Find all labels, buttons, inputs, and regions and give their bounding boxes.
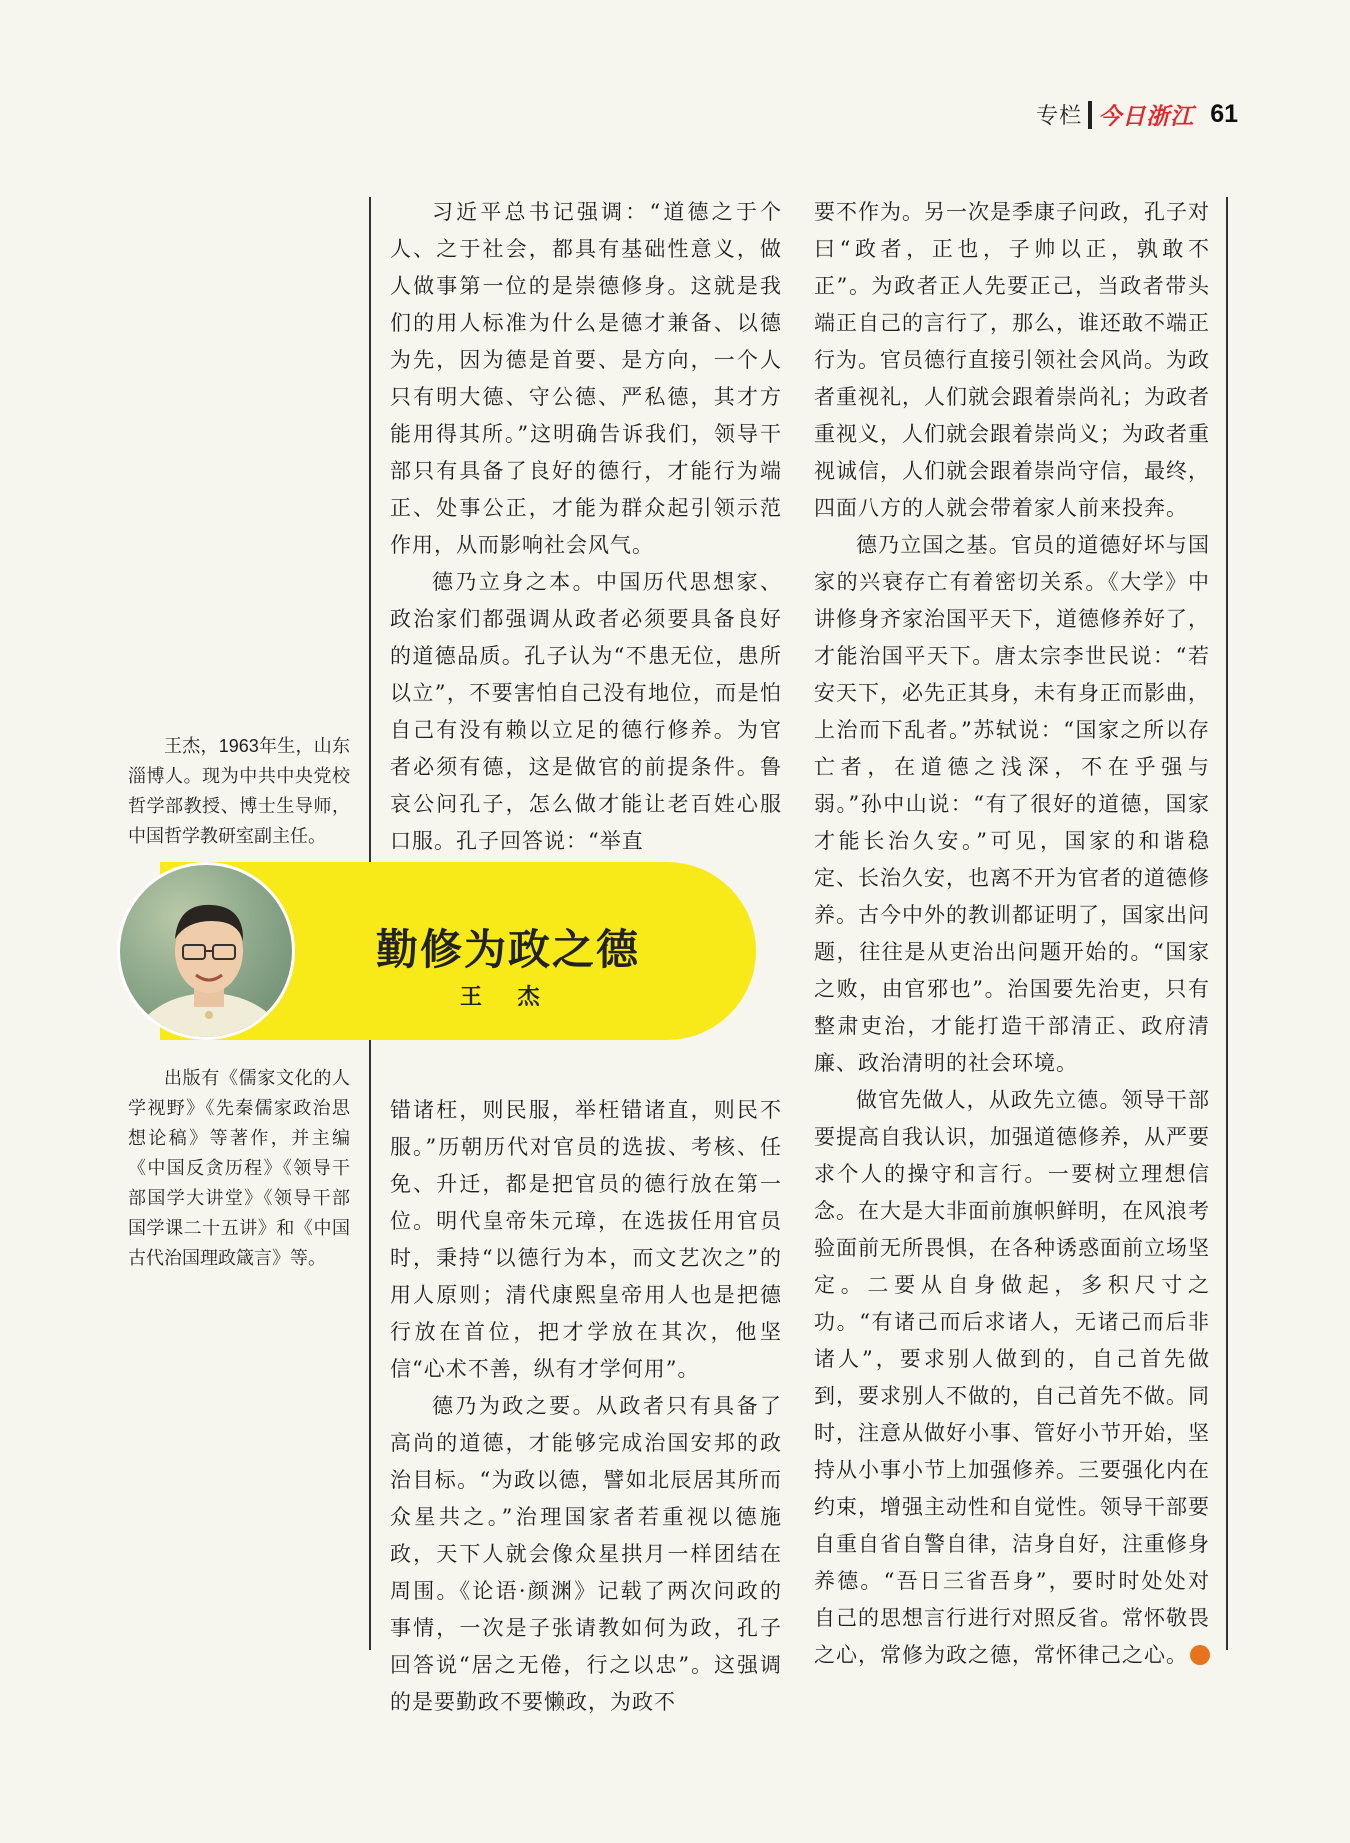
body-paragraph-last — [814, 1082, 1210, 1674]
column-rule-left-top — [369, 197, 371, 862]
end-mark-icon — [1190, 1645, 1210, 1665]
author-portrait-icon — [120, 865, 295, 1040]
section-label: 专栏 — [1036, 104, 1083, 129]
body-column-left-bottom — [390, 1092, 782, 1721]
article-author: 王 杰 — [460, 985, 554, 1010]
header-divider — [1088, 101, 1092, 129]
column-rule-right — [1226, 197, 1228, 1650]
author-bio-bottom — [128, 1063, 350, 1273]
body-paragraph: 德乃立身之本。中国历代思想家、政治家们都强调从政者必须要具备良好的道德品质。孔子认为“不患无位，患所以立”，不要害怕自己没有地位，而是怕自己有没有赖以立足的德行修养。为官者必须有德，这是做官的前提条件。鲁哀公问孔子，怎么做才能让老百姓心服口服。孔子回答说：“举直 — [390, 570, 782, 853]
body-paragraph: 习近平总书记强调：“道德之于个人、之于社会，都具有基础性意义，做人做事第一位的是崇德修身。这就是我们的用人标准为什么是德才兼备、以德为先，因为德是首要、是方向，一个人只有明大德、守公德、严私德，其才方能用得其所。”这明确告诉我们，领导干部只有具备了良好的德行，才能行为端正、处事公正，才能为群众起引领示范作用，从而影响社会风气。 — [390, 200, 782, 557]
body-column-left-top — [390, 194, 782, 860]
body-paragraph: 德乃为政之要。从政者只有具备了高尚的道德，才能够完成治国安邦的政治目标。“为政以德，譬如北辰居其所而众星共之。”治理国家者若重视以德施政，天下人就会像众星拱月一样团结在周围。《论语·颜渊》记载了两次问政的事情，一次是子张请教如何为政，孔子回答说“居之无倦，行之以忠”。这强调的是要勤政不要懒政，为政不 — [390, 1394, 782, 1714]
page-number: 61 — [1210, 100, 1238, 128]
author-photo — [117, 862, 295, 1040]
magazine-logo: 今日浙江 — [1098, 104, 1195, 130]
column-rule-left-bottom — [369, 1040, 371, 1650]
bio-paragraph: 王杰，1963年生，山东淄博人。现为中共中央党校哲学部教授、博士生导师，中国哲学教研室副主任。 — [128, 736, 350, 846]
body-column-right — [814, 194, 1210, 1674]
bio-paragraph: 出版有《儒家文化的人学视野》《先秦儒家政治思想论稿》等著作，并主编《中国反贪历程》《领导干部国学大讲堂》《领导干部国学课二十五讲》和《中国古代治国理政箴言》等。 — [128, 1068, 350, 1268]
page-header — [1036, 98, 1238, 131]
body-paragraph: 德乃立国之基。官员的道德好坏与国家的兴衰存亡有着密切关系。《大学》中讲修身齐家治国平天下，道德修养好了，才能治国平天下。唐太宗李世民说：“若安天下，必先正其身，未有身正而影曲，上治而下乱者。”苏轼说：“国家之所以存亡者，在道德之浅深，不在乎强与弱。”孙中山说：“有了很好的道德，国家才能长治久安。”可见，国家的和谐稳定、长治久安，也离不开为官者的道德修养。古今中外的教训都证明了，国家出问题，往往是从吏治出问题开始的。“国家之败，由官邪也”。治国要先治吏，只有整肃吏治，才能打造干部清正、政府清廉、政治清明的社会环境。 — [814, 533, 1210, 1075]
article-title: 勤修为政之德 — [376, 925, 641, 974]
body-paragraph: 要不作为。另一次是季康子问政，孔子对曰“政者，正也，子帅以正，孰敢不正”。为政者正人先要正己，当政者带头端正自己的言行了，那么，谁还敢不端正行为。官员德行直接引领社会风尚。为政者重视礼，人们就会跟着崇尚礼；为政者重视义，人们就会跟着崇尚义；为政者重视诚信，人们就会跟着崇尚守信，最终，四面八方的人就会带着家人前来投奔。 — [814, 200, 1210, 520]
author-bio-top — [128, 731, 350, 851]
body-paragraph-text: 做官先做人，从政先立德。领导干部要提高自我认识，加强道德修养，从严要求个人的操守和言行。一要树立理想信念。在大是大非面前旗帜鲜明，在风浪考验面前无所畏惧，在各种诱惑面前立场坚定。二要从自身做起，多积尺寸之功。“有诸己而后求诸人，无诸己而后非诸人”，要求别人做到的，自己首先做到，要求别人不做的，自己首先不做。同时，注意从做好小事、管好小节开始，坚持从小事小节上加强修养。三要强化内在约束，增强主动性和自觉性。领导干部要自重自省自警自律，洁身自好，注重修身养德。“吾日三省吾身”，要时时处处对自己的思想言行进行对照反省。常怀敬畏之心，常修为政之德，常怀律己之心。 — [814, 1088, 1210, 1667]
body-paragraph: 错诸枉，则民服，举枉错诸直，则民不服。”历朝历代对官员的选拔、考核、任免、升迁，都是把官员的德行放在第一位。明代皇帝朱元璋，在选拔任用官员时，秉持“以德行为本，而文艺次之”的用人原则；清代康熙皇帝用人也是把德行放在首位，把才学放在其次，他坚信“心术不善，纵有才学何用”。 — [390, 1098, 782, 1381]
